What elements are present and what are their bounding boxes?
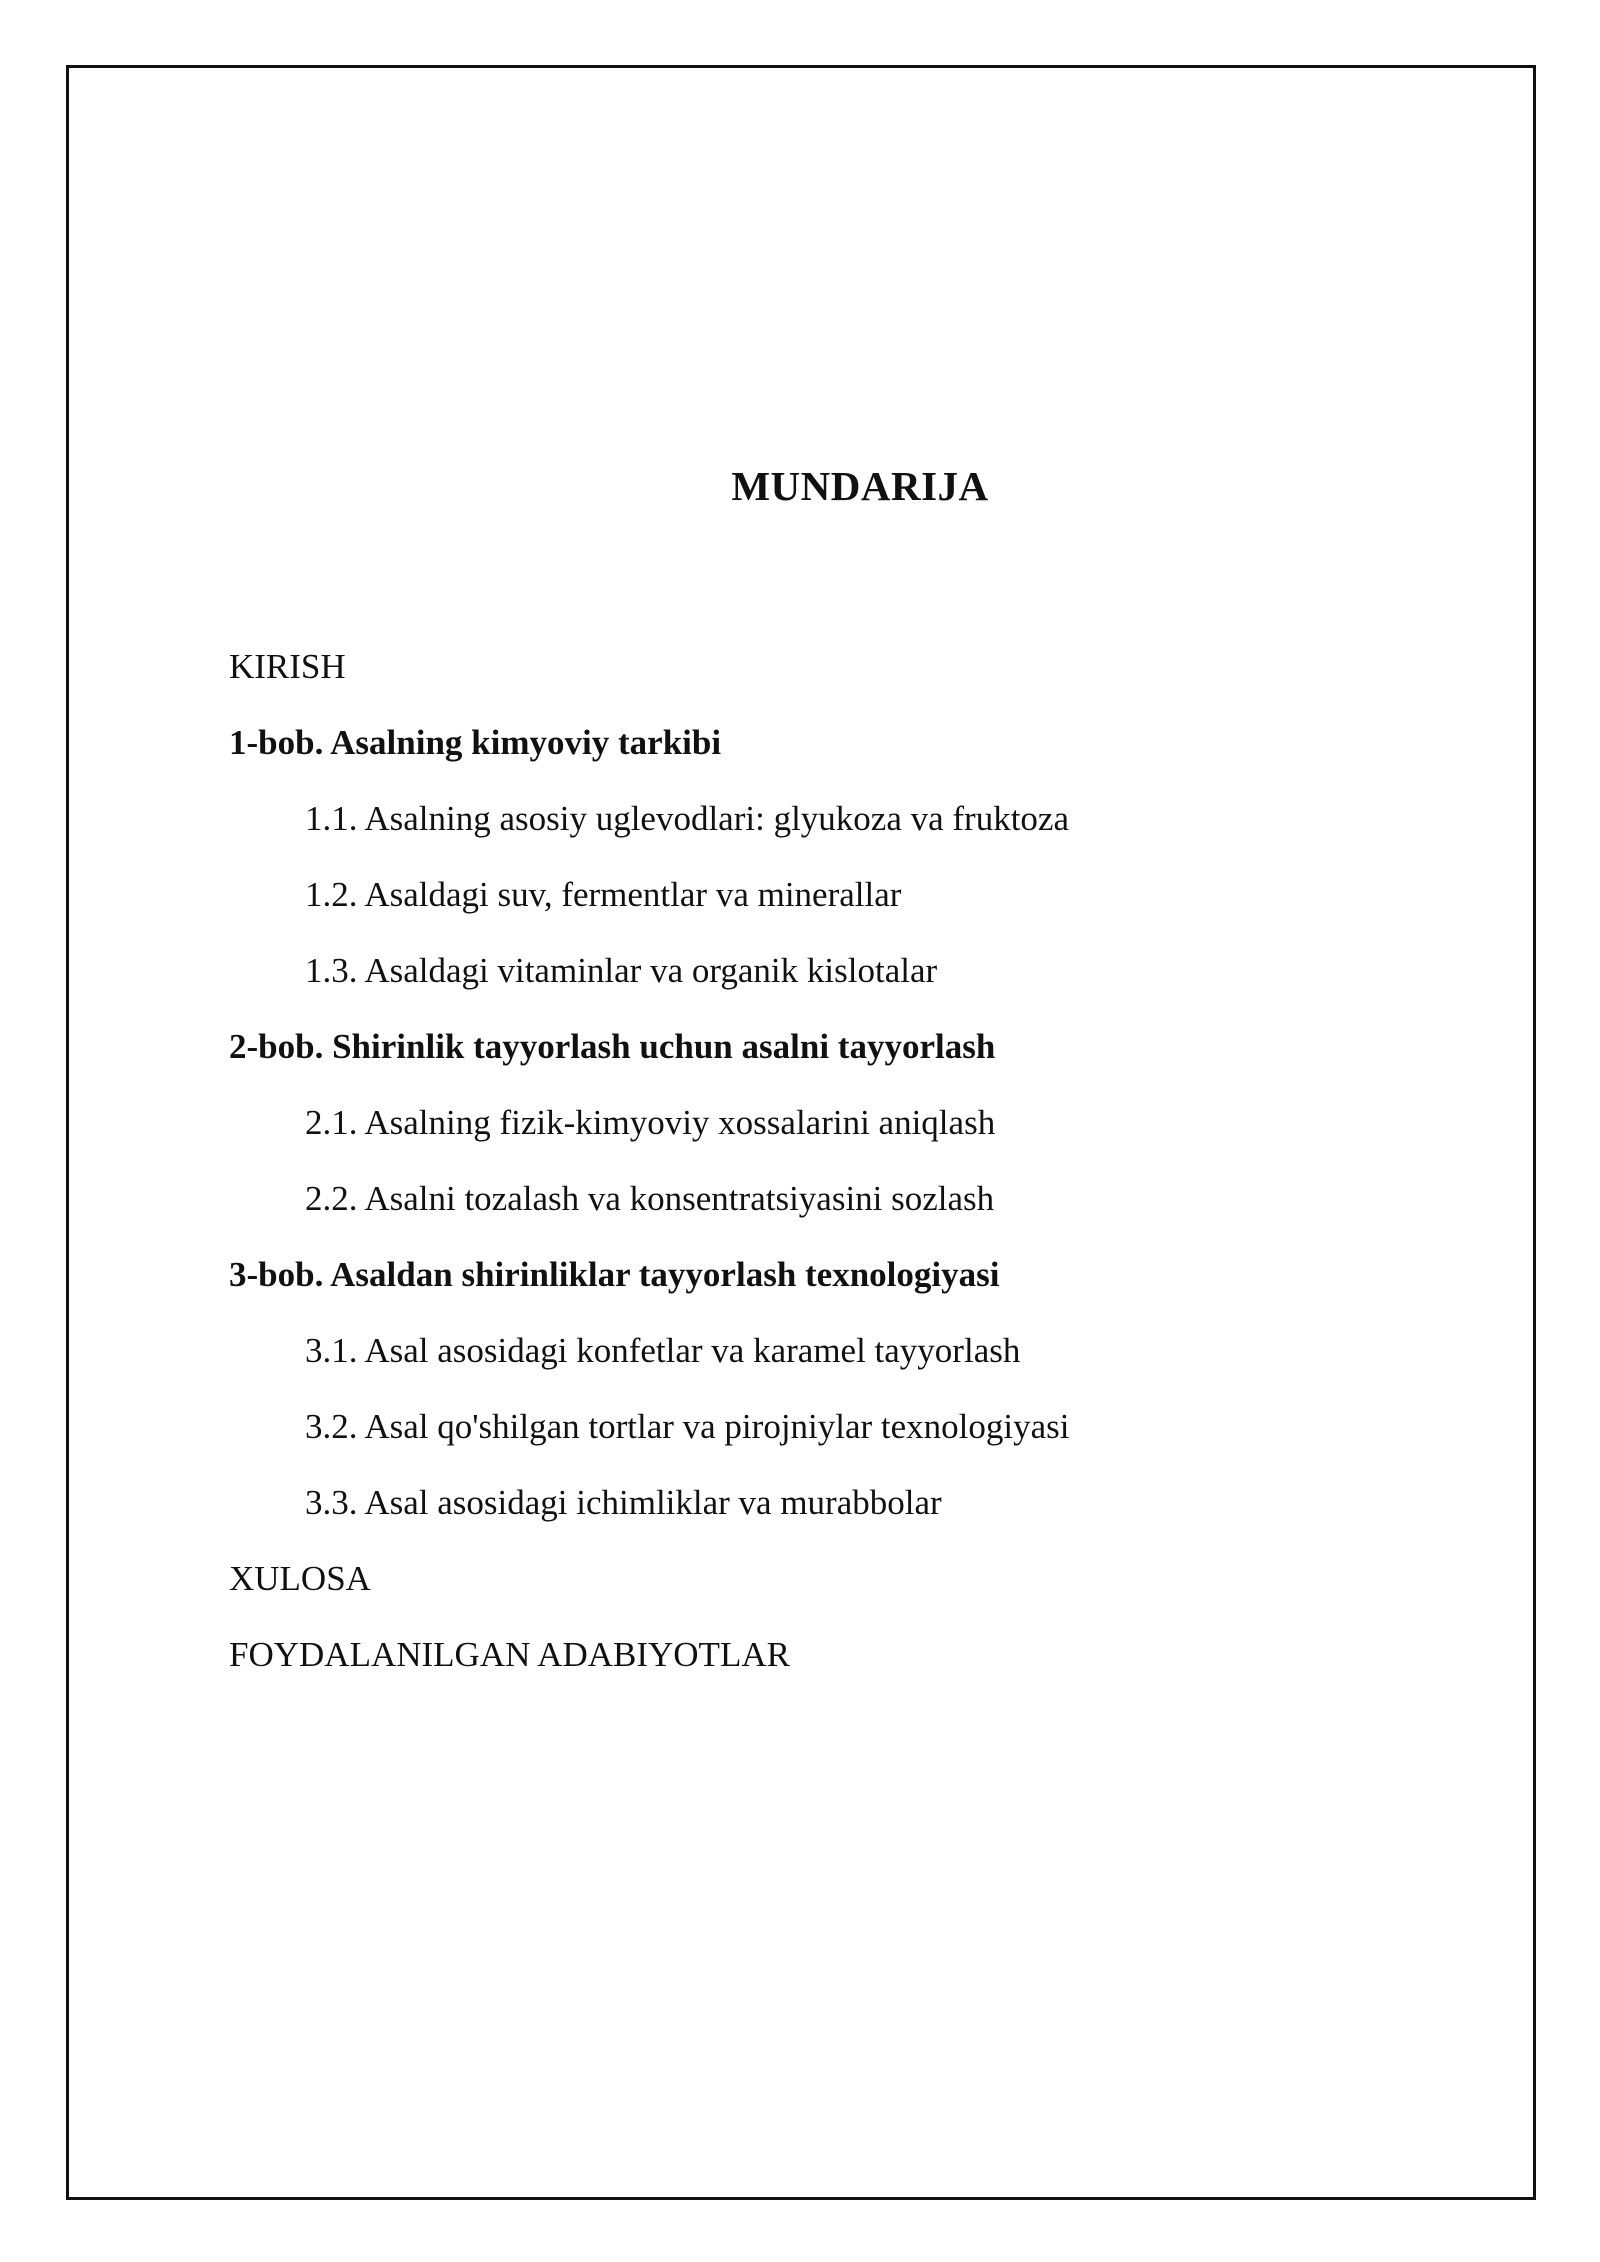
toc-subsection-2-1: 2.1. Asalning fizik-kimyoviy xossalarini aniqlash: [305, 1103, 996, 1142]
table-of-contents: [229, 637, 1070, 1701]
toc-chapter-2: 2-bob. Shirinlik tayyorlash uchun asalni tayyorlash: [229, 1027, 996, 1066]
page-title: MUNDARIJA: [731, 463, 989, 509]
toc-chapter-3: 3-bob. Asaldan shirinliklar tayyorlash texnologiyasi: [229, 1255, 1000, 1294]
toc-subsection-3-1: 3.1. Asal asosidagi konfetlar va karamel tayyorlash: [305, 1331, 1021, 1370]
toc-subsection-1-1: 1.1. Asalning asosiy uglevodlari: glyukoza va fruktoza: [305, 799, 1070, 838]
toc-subsection-3-2: 3.2. Asal qo'shilgan tortlar va pirojniylar texnologiyasi: [305, 1407, 1070, 1446]
toc-item-kirish: KIRISH: [229, 647, 346, 686]
toc-subsection-1-3: 1.3. Asaldagi vitaminlar va organik kislotalar: [305, 951, 938, 990]
toc-item-xulosa: XULOSA: [229, 1559, 371, 1598]
toc-subsection-2-2: 2.2. Asalni tozalash va konsentratsiyasini sozlash: [305, 1179, 995, 1218]
toc-chapter-1: 1-bob. Asalning kimyoviy tarkibi: [229, 723, 722, 762]
toc-item-adabiyotlar: FOYDALANILGAN ADABIYOTLAR: [229, 1635, 790, 1674]
toc-subsection-1-2: 1.2. Asaldagi suv, fermentlar va minerallar: [305, 875, 902, 914]
toc-subsection-3-3: 3.3. Asal asosidagi ichimliklar va murabbolar: [305, 1483, 942, 1522]
